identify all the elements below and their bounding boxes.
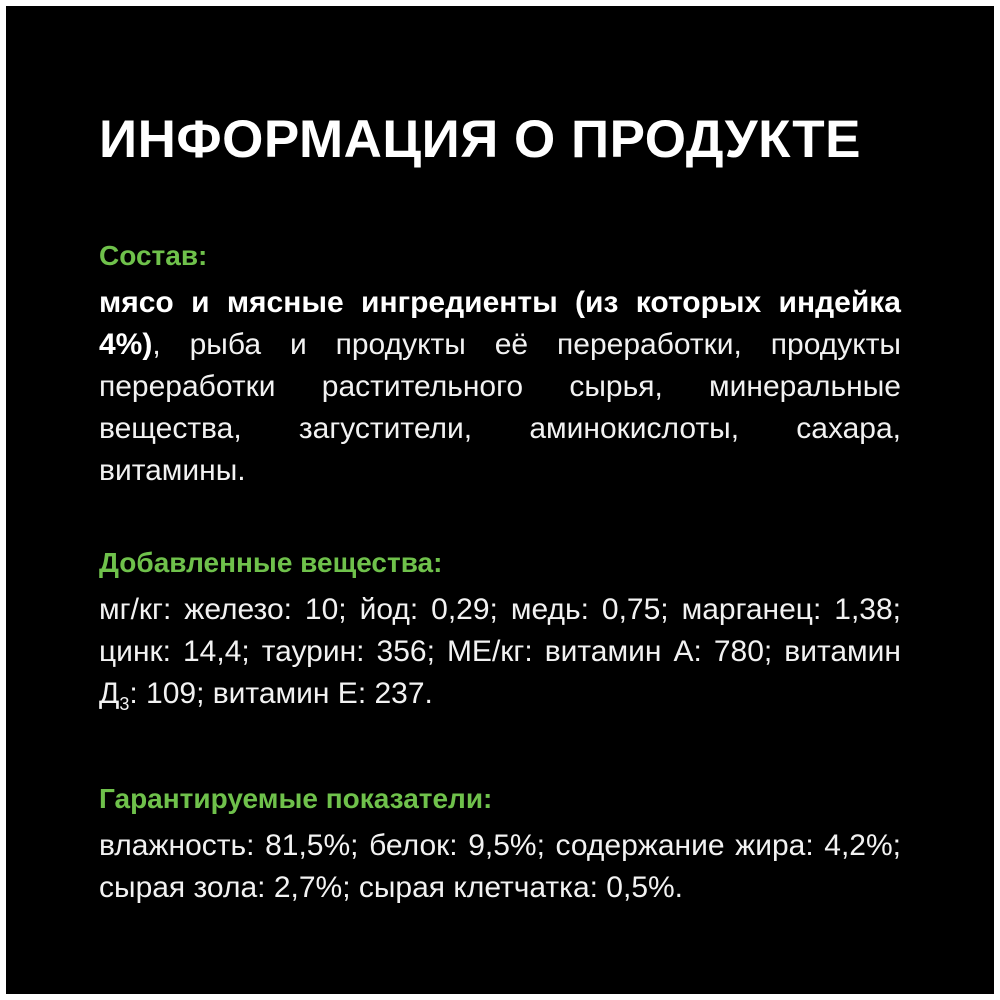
additives-section — [99, 543, 901, 715]
product-info-content — [99, 110, 909, 904]
composition-text — [99, 282, 901, 492]
guaranteed-section — [99, 779, 901, 909]
composition-heading: Состав: — [99, 240, 208, 271]
guaranteed-text: влажность: 81,5%; белок: 9,5%; содержание жира: 4,2%; сырая зола: 2,7%; сырая клетчатка: 0,5%. — [99, 829, 901, 904]
composition-regular-text: , рыба и продукты её переработки, продукты переработки растительного сырья, минеральные вещества, загустители, аминокислоты, сахара, витамины. — [99, 328, 901, 487]
additives-text-end: : 109; витамин Е: 237. — [129, 677, 433, 710]
additives-text-main: мг/кг: железо: 10; йод: 0,29; медь: 0,75; марганец: 1,38; цинк: 14,4; таурин: 356; МЕ/кг: витамин А: 780; витамин Д — [99, 593, 901, 710]
additives-text — [99, 589, 901, 715]
page-title: ИНФОРМАЦИЯ О ПРОДУКТЕ — [99, 110, 862, 169]
product-info-card — [6, 6, 994, 994]
composition-bold-text: мясо и мясные ингредиенты (из которых индейка 4%) — [99, 286, 901, 361]
additives-heading: Добавленные вещества: — [99, 547, 443, 578]
guaranteed-heading: Гарантируемые показатели: — [99, 783, 493, 814]
composition-section — [99, 236, 901, 492]
vitamin-d-subscript: 3 — [119, 694, 130, 714]
